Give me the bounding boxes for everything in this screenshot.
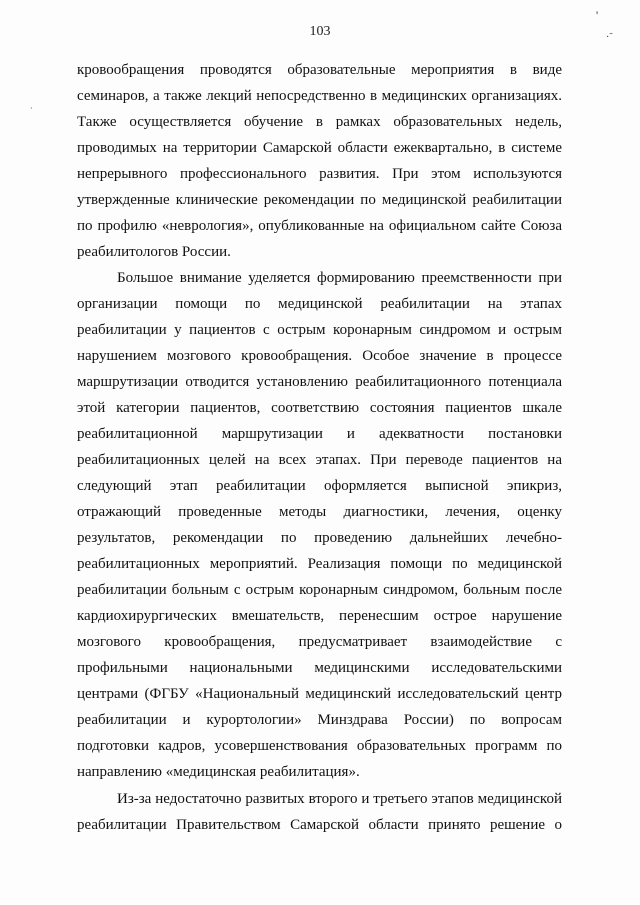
text-line: Также осуществляется обучение в рамках образовательных недель, (77, 114, 562, 130)
paragraph-2 (77, 265, 562, 785)
scan-artifact-mark: · (30, 104, 33, 113)
text-line: реабилитационной маршрутизации и адекватности постановки (77, 426, 562, 442)
text-line: реабилитационных мероприятий. Реализация помощи по медицинской (77, 556, 562, 572)
text-line: результатов, рекомендации по проведению дальнейших лечебно- (77, 530, 562, 546)
text-line: мозгового кровообращения, предусматривает взаимодействие с (77, 634, 562, 650)
text-line: проводимых на территории Самарской области ежеквартально, в системе (77, 140, 562, 156)
text-line: кардиохирургических вмешательств, перенесшим острое нарушение (77, 608, 562, 624)
text-line: семинаров, а также лекций непосредственно в медицинских организациях. (77, 88, 562, 104)
paragraph-3 (77, 786, 562, 838)
text-line: нарушением мозгового кровообращения. Особое значение в процессе (77, 348, 562, 364)
text-line: реабилитационных целей на всех этапах. При переводе пациентов на (77, 452, 562, 468)
text-line: реабилитации Правительством Самарской области принято решение о (77, 817, 562, 833)
text-line: реабилитации и курортологии» Минздрава России) по вопросам (77, 712, 562, 728)
text-line: профильными национальными медицинскими исследовательскими (77, 660, 562, 676)
text-line: реабилитации у пациентов с острым коронарным синдромом и острым (77, 322, 562, 338)
scan-artifact-mark: ' (596, 8, 599, 22)
text-line: центрами (ФГБУ «Национальный медицинский исследовательский центр (77, 686, 562, 702)
text-line: Большое внимание уделяется формированию преемственности при (117, 270, 562, 286)
text-line: следующий этап реабилитации оформляется выписной эпикриз, (77, 478, 562, 494)
text-line: отражающий проведенные методы диагностики, лечения, оценку (77, 504, 562, 520)
scan-artifact-mark: ·˜ (606, 32, 613, 43)
text-line: реабилитологов России. (77, 244, 231, 260)
page-number: 103 (309, 24, 331, 39)
text-line: организации помощи по медицинской реабилитации на этапах (77, 296, 562, 312)
text-line: кровообращения проводятся образовательные мероприятия в виде (77, 62, 562, 78)
text-line: утвержденные клинические рекомендации по медицинской реабилитации (77, 192, 562, 208)
text-line: по профилю «неврология», опубликованные на официальном сайте Союза (77, 218, 562, 234)
text-line: этой категории пациентов, соответствию состояния пациентов шкале (77, 400, 562, 416)
text-line: направлению «медицинская реабилитация». (77, 764, 360, 780)
text-line: реабилитации больным с острым коронарным синдромом, больным после (77, 582, 562, 598)
text-line: подготовки кадров, усовершенствования образовательных программ по (77, 738, 562, 754)
text-line: Из-за недостаточно развитых второго и третьего этапов медицинской (117, 791, 562, 807)
text-line: непрерывного профессионального развития. При этом используются (77, 166, 562, 182)
text-line: маршрутизации отводится установлению реабилитационного потенциала (77, 374, 562, 390)
paragraph-1 (77, 57, 562, 265)
